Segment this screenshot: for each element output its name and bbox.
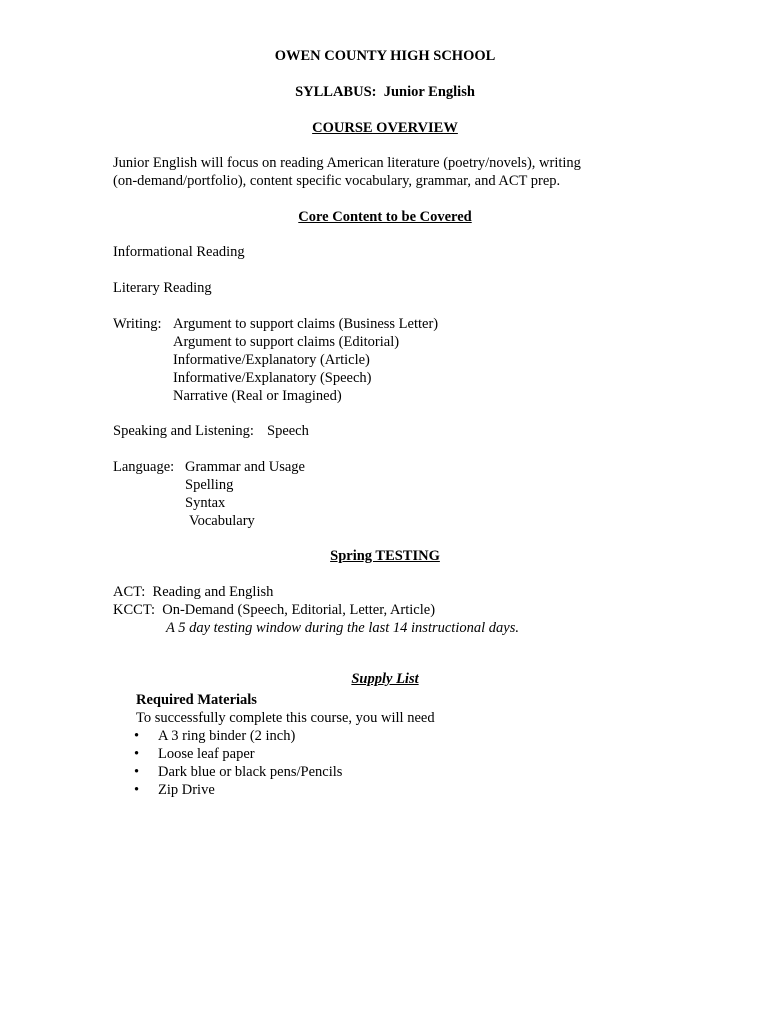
bullet-icon: •	[134, 782, 140, 798]
writing-item: Informative/Explanatory (Article)	[173, 352, 370, 368]
writing-item: Argument to support claims (Business Letter)	[173, 316, 439, 332]
supply-intro: To successfully complete this course, you will need	[136, 710, 435, 726]
speaking-listening-value: Speech	[267, 423, 309, 439]
school-name: OWEN COUNTY HIGH SCHOOL	[274, 48, 496, 64]
required-materials-heading: Required Materials	[136, 692, 257, 708]
supply-item: Dark blue or black pens/Pencils	[158, 764, 343, 780]
language-item: Spelling	[185, 477, 234, 493]
writing-item: Narrative (Real or Imagined)	[173, 388, 342, 404]
testing-window-note: A 5 day testing window during the last 14 instructional days.	[166, 620, 519, 636]
kcct-testing: KCCT: On-Demand (Speech, Editorial, Letter, Article)	[113, 602, 436, 618]
core-content-heading: Core Content to be Covered	[298, 209, 472, 225]
syllabus-title: SYLLABUS: Junior English	[295, 84, 475, 100]
supply-item: Loose leaf paper	[158, 746, 255, 762]
bullet-icon: •	[134, 746, 140, 762]
course-overview-heading: COURSE OVERVIEW	[312, 120, 458, 136]
supply-item: A 3 ring binder (2 inch)	[158, 728, 296, 744]
writing-label: Writing:	[113, 316, 162, 332]
literary-reading: Literary Reading	[113, 280, 212, 296]
informational-reading: Informational Reading	[113, 244, 245, 260]
language-label: Language:	[113, 459, 175, 475]
language-item: Syntax	[185, 495, 226, 511]
language-item: Vocabulary	[189, 513, 255, 529]
language-item: Grammar and Usage	[185, 459, 305, 475]
writing-item: Argument to support claims (Editorial)	[173, 334, 400, 350]
bullet-icon: •	[134, 764, 140, 780]
bullet-icon: •	[134, 728, 140, 744]
act-testing: ACT: Reading and English	[113, 584, 274, 600]
writing-item: Informative/Explanatory (Speech)	[173, 370, 372, 386]
overview-line-2: (on-demand/portfolio), content specific vocabulary, grammar, and ACT prep.	[113, 173, 561, 189]
speaking-listening-label: Speaking and Listening:	[113, 423, 254, 439]
overview-line-1: Junior English will focus on reading American literature (poetry/novels), writing	[113, 155, 581, 171]
supply-item: Zip Drive	[158, 782, 215, 798]
supply-list-heading: Supply List	[351, 671, 419, 687]
spring-testing-heading: Spring TESTING	[330, 548, 440, 564]
